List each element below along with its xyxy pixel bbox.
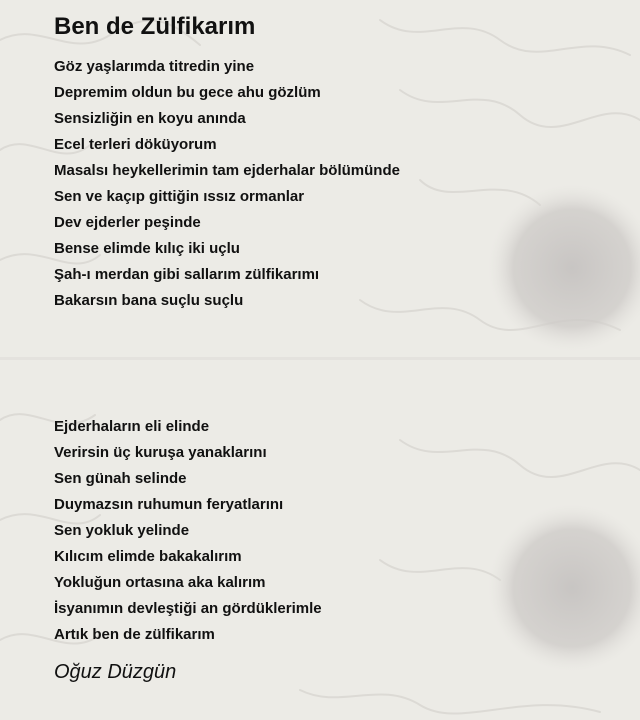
- poem-title: Ben de Zülfikarım: [54, 13, 256, 40]
- poem-line: Göz yaşlarımda titredin yine: [54, 58, 255, 75]
- poem-line: Sen ve kaçıp gittiğin ıssız ormanlar: [54, 188, 305, 205]
- poem-line: Kılıcım elimde bakakalırım: [54, 548, 242, 565]
- poem-line: Bense elimde kılıç iki uçlu: [54, 240, 240, 257]
- poem-line: Masalsı heykellerimin tam ejderhalar bölümünde: [54, 162, 400, 179]
- poem-line: Verirsin üç kuruşa yanaklarını: [54, 444, 267, 461]
- poem-line: Sen yokluk yelinde: [54, 522, 190, 539]
- poem-line: Bakarsın bana suçlu suçlu: [54, 292, 244, 309]
- poem-line: Duymazsın ruhumun feryatlarını: [54, 496, 284, 513]
- stanza-1: [54, 54, 400, 314]
- poem-line: Şah-ı merdan gibi sallarım zülfikarımı: [54, 266, 320, 283]
- poem-line: Ecel terleri döküyorum: [54, 136, 217, 153]
- poem-line: İsyanımın devleştiği an gördüklerimle: [54, 600, 322, 617]
- poem-line: Sensizliğin en koyu anında: [54, 110, 246, 127]
- stanza-2: [54, 414, 322, 648]
- poem-line: Depremim oldun bu gece ahu gözlüm: [54, 84, 321, 101]
- poem-line: Dev ejderler peşinde: [54, 214, 201, 231]
- poem-line: Yokluğun ortasına aka kalırım: [54, 574, 266, 591]
- poem-line: Sen günah selinde: [54, 470, 187, 487]
- poem-line: Ejderhaların eli elinde: [54, 418, 210, 435]
- poem-line: Artık ben de zülfikarım: [54, 626, 215, 643]
- poem-author: Oğuz Düzgün: [54, 661, 177, 683]
